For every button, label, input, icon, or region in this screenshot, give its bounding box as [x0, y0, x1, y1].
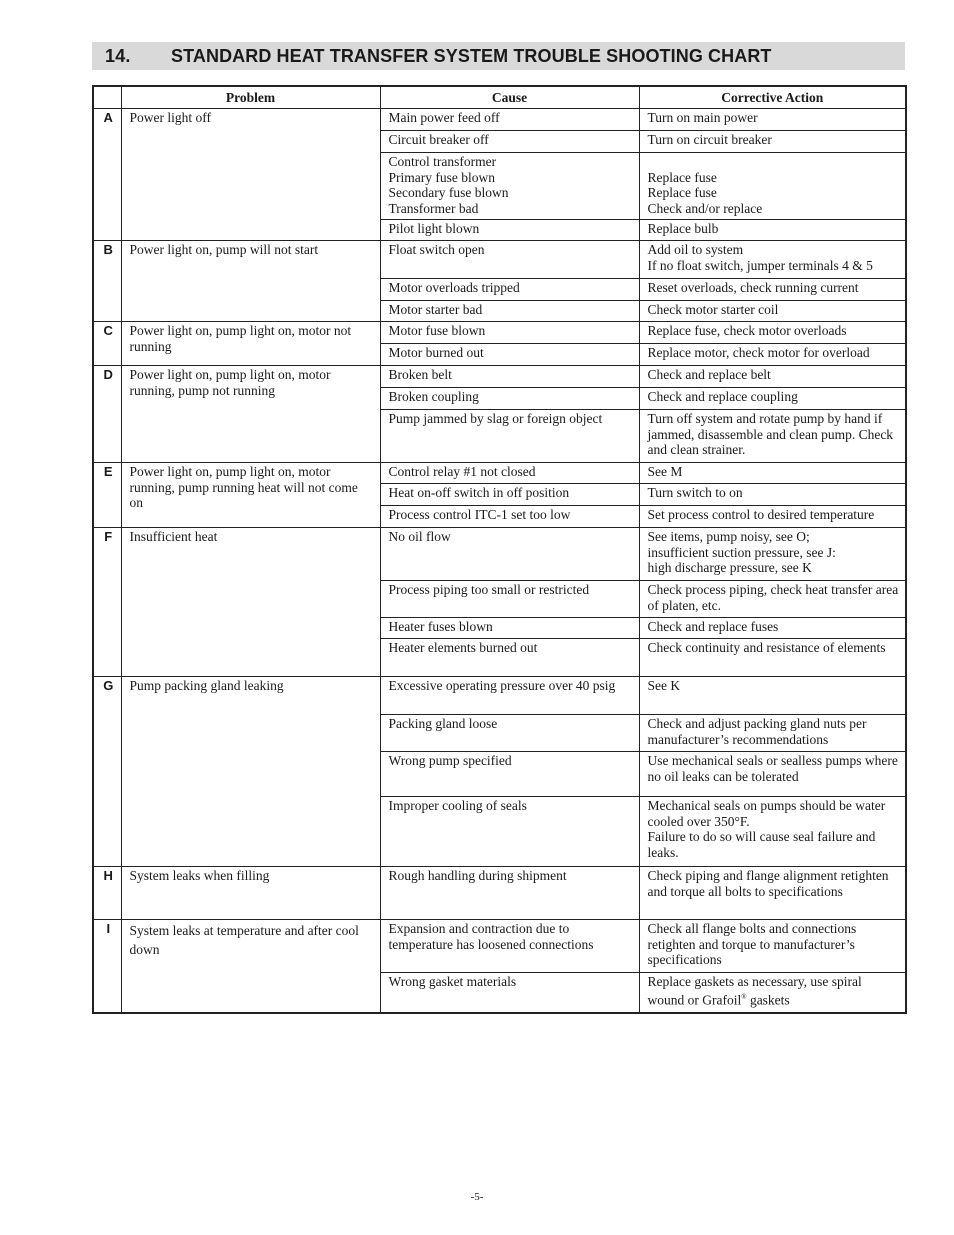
action-cell [639, 973, 906, 1013]
action-cell: Reset overloads, check running current [639, 279, 906, 301]
table-header-row [93, 86, 906, 109]
action-cell: See M [639, 463, 906, 484]
problem-cell: Power light on, pump light on, motor running, pump running heat will not come on [121, 463, 380, 528]
row-letter: C [93, 322, 121, 366]
cause-cell: Control transformer Primary fuse blown Secondary fuse blown Transformer bad [380, 153, 639, 220]
cause-cell: Broken coupling [380, 388, 639, 410]
row-letter: F [93, 528, 121, 677]
cause-cell: Process control ITC-1 set too low [380, 506, 639, 528]
problem-cell: Power light on, pump will not start [121, 241, 380, 322]
row-letter: B [93, 241, 121, 322]
action-cell: Check all flange bolts and connections retighten and torque to manufacturer’s specifications [639, 920, 906, 973]
action-cell: Check continuity and resistance of elements [639, 639, 906, 677]
letter-header [93, 86, 121, 109]
action-cell: See items, pump noisy, see O; insufficient suction pressure, see J: high discharge pressure, see K [639, 528, 906, 581]
registered-mark: ® [741, 992, 747, 1001]
cause-cell: Heat on-off switch in off position [380, 484, 639, 506]
action-cell: Check and replace coupling [639, 388, 906, 410]
cause-cell: Motor burned out [380, 344, 639, 366]
action-cell: Replace bulb [639, 220, 906, 241]
table-row [93, 322, 906, 344]
row-letter: D [93, 366, 121, 463]
table-row [93, 109, 906, 131]
action-cell: Check motor starter coil [639, 301, 906, 322]
table-row [93, 463, 906, 484]
row-letter: A [93, 109, 121, 241]
troubleshooting-table [92, 85, 907, 1014]
action-cell: Check and replace belt [639, 366, 906, 388]
problem-cell: System leaks at temperature and after cool down [121, 920, 380, 1013]
cause-cell: Heater elements burned out [380, 639, 639, 677]
cause-cell: Float switch open [380, 241, 639, 279]
problem-cell: Power light on, pump light on, motor not running [121, 322, 380, 366]
table-row [93, 920, 906, 973]
row-letter: H [93, 867, 121, 920]
section-title: STANDARD HEAT TRANSFER SYSTEM TROUBLE SHOOTING CHART [171, 46, 772, 66]
cause-cell: Motor starter bad [380, 301, 639, 322]
action-cell: Check and replace fuses [639, 618, 906, 639]
action-cell: Check process piping, check heat transfer area of platen, etc. [639, 581, 906, 618]
cause-cell: Improper cooling of seals [380, 797, 639, 867]
cause-cell: Wrong gasket materials [380, 973, 639, 1013]
action-header: Corrective Action [639, 86, 906, 109]
action-cell: Replace fuse Replace fuse Check and/or replace [639, 153, 906, 220]
action-cell: Add oil to system If no float switch, jumper terminals 4 & 5 [639, 241, 906, 279]
table-row [93, 528, 906, 581]
problem-header: Problem [121, 86, 380, 109]
problem-cell: Power light on, pump light on, motor running, pump not running [121, 366, 380, 463]
cause-cell: Pilot light blown [380, 220, 639, 241]
action-cell: Turn on main power [639, 109, 906, 131]
action-cell: Mechanical seals on pumps should be water cooled over 350°F. Failure to do so will cause seal failure and leaks. [639, 797, 906, 867]
cause-cell: No oil flow [380, 528, 639, 581]
action-cell: Replace fuse, check motor overloads [639, 322, 906, 344]
problem-cell: Power light off [121, 109, 380, 241]
cause-cell: Packing gland loose [380, 715, 639, 752]
table-row [93, 241, 906, 279]
cause-cell: Control relay #1 not closed [380, 463, 639, 484]
row-letter: G [93, 677, 121, 867]
action-cell: Use mechanical seals or sealless pumps where no oil leaks can be tolerated [639, 752, 906, 797]
action-cell: Replace motor, check motor for overload [639, 344, 906, 366]
action-cell: Check and adjust packing gland nuts per manufacturer’s recommendations [639, 715, 906, 752]
cause-cell: Broken belt [380, 366, 639, 388]
table-row [93, 677, 906, 715]
action-cell: Turn off system and rotate pump by hand if jammed, disassemble and clean pump. Check and clean strainer. [639, 410, 906, 463]
cause-cell: Process piping too small or restricted [380, 581, 639, 618]
cause-cell: Motor fuse blown [380, 322, 639, 344]
cause-cell: Motor overloads tripped [380, 279, 639, 301]
cause-cell: Excessive operating pressure over 40 psig [380, 677, 639, 715]
table-row [93, 366, 906, 388]
action-cell: Turn switch to on [639, 484, 906, 506]
action-cell: Check piping and flange alignment retighten and torque all bolts to specifications [639, 867, 906, 920]
cause-cell: Circuit breaker off [380, 131, 639, 153]
problem-cell: Insufficient heat [121, 528, 380, 677]
cause-cell: Heater fuses blown [380, 618, 639, 639]
cause-cell: Expansion and contraction due to temperature has loosened connections [380, 920, 639, 973]
row-letter: E [93, 463, 121, 528]
action-text: Replace gaskets as necessary, use spiral wound or Grafoil [647, 974, 862, 1008]
cause-header: Cause [380, 86, 639, 109]
table-row [93, 867, 906, 920]
row-letter: I [93, 920, 121, 1013]
cause-cell: Main power feed off [380, 109, 639, 131]
action-cell: Turn on circuit breaker [639, 131, 906, 153]
problem-cell: Pump packing gland leaking [121, 677, 380, 867]
cause-cell: Wrong pump specified [380, 752, 639, 797]
page-number: -5- [470, 1191, 484, 1203]
action-cell: See K [639, 677, 906, 715]
action-cell: Set process control to desired temperature [639, 506, 906, 528]
section-number: 14. [105, 46, 131, 66]
cause-cell: Rough handling during shipment [380, 867, 639, 920]
section-header [92, 42, 905, 70]
cause-cell: Pump jammed by slag or foreign object [380, 410, 639, 463]
action-text-tail: gaskets [746, 992, 790, 1008]
problem-cell: System leaks when filling [121, 867, 380, 920]
